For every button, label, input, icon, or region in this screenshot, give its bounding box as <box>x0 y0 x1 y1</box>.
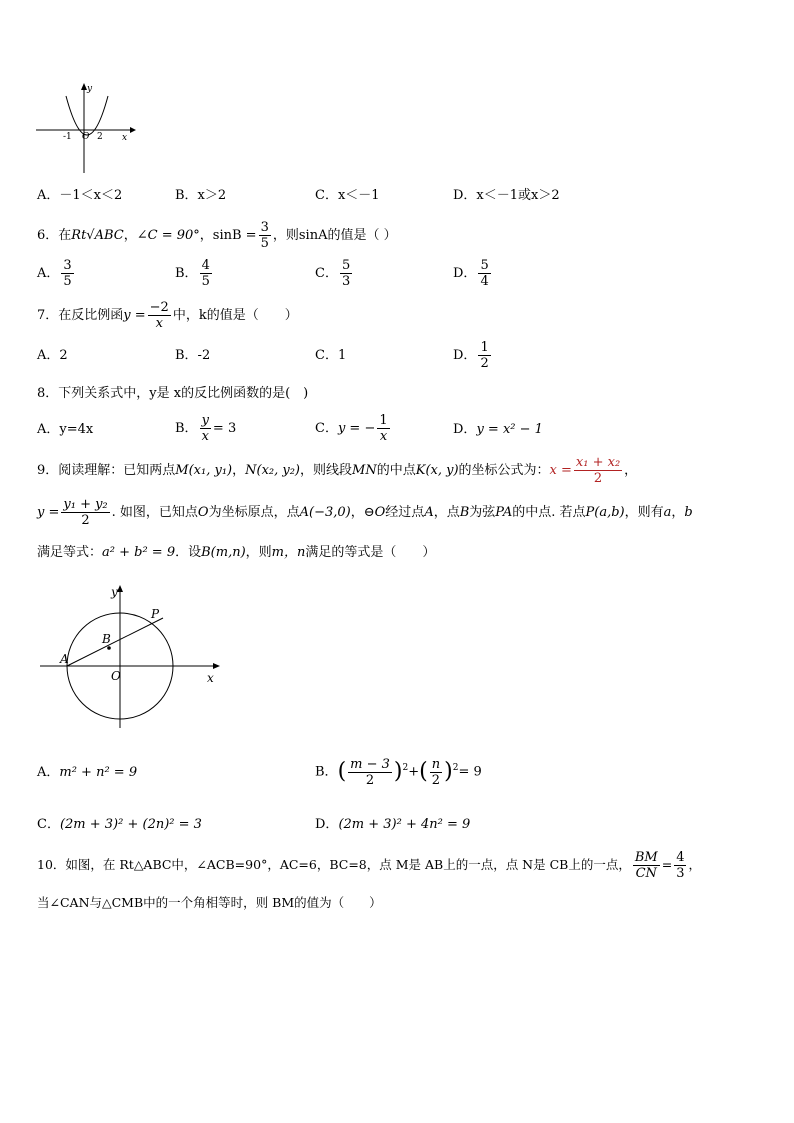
q10-eq: = <box>661 857 673 872</box>
q10-value-frac <box>674 850 686 881</box>
fig9-x-label: x <box>207 671 214 685</box>
q6-stem <box>37 216 397 256</box>
q6-a-num: 3 <box>63 258 72 273</box>
q9-opt-b-num1: m − 3 <box>350 756 390 772</box>
q9-l1d: 的坐标公式为： <box>458 463 550 478</box>
q8-b-den: x <box>201 429 209 444</box>
fig9-x-arrow <box>213 663 220 669</box>
q9-opt-c-expr: (2m + 3)² + (2n)² = 3 <box>59 817 202 832</box>
q9-mn: MN <box>352 463 377 478</box>
q9-opt-c-label: C． <box>37 817 60 832</box>
q9-opt-b-paren-r1: ) <box>393 759 403 784</box>
q9-l2b: 为坐标原点，点 <box>208 505 300 520</box>
q6-a-den: 5 <box>63 274 72 289</box>
q7-num: −2 <box>149 300 169 315</box>
q9-option-b: B．( $\frac{m - 3}{2}$ )$^2$+( $\frac{n}{2}$ )$^2$= 9 <box>315 756 482 788</box>
q7-option-b: B．-2 <box>175 348 211 363</box>
q9-x-eq: x = <box>549 463 572 478</box>
q9-o: O <box>197 505 209 520</box>
q8-c-frac <box>377 413 389 444</box>
q6-a-label: A． <box>37 266 60 281</box>
q8-c-head: y = − <box>337 421 376 436</box>
q9-y-num: y₁ + y₂ <box>63 497 108 512</box>
q9-opt-d-expr: (2m + 3)² + 4n² = 9 <box>338 817 471 832</box>
q6-angle: ∠C = 90° <box>136 228 200 243</box>
x-label: x <box>122 133 128 143</box>
q6-option-c <box>315 256 354 292</box>
q7-stem <box>37 296 298 336</box>
q6-b-label: B． <box>175 266 198 281</box>
q9-l2h: ，则有 <box>624 505 664 520</box>
q6-c-num: 5 <box>341 258 351 273</box>
q9-opt-b-paren-l2: ( <box>419 759 428 784</box>
q9-var-a: a <box>663 505 672 520</box>
q6-sep: ， <box>123 228 137 243</box>
q8-b-tail: = 3 <box>212 421 237 436</box>
q9-opt-b-tail: = 9 <box>458 764 482 780</box>
q6-c-frac <box>340 258 352 289</box>
q6-option-a <box>37 256 76 292</box>
q9-l1-end: ， <box>624 463 638 478</box>
q9-line1 <box>37 452 637 490</box>
q9-y-eq: y = <box>37 505 60 520</box>
q5-option-a: A．－1＜x＜2 <box>37 188 123 203</box>
q6-suffix: 的值是（ ） <box>327 228 397 243</box>
q9-y-frac <box>61 497 109 528</box>
q9-l3a: 满足等式： <box>37 545 103 560</box>
q6-mid: ，则 <box>272 228 299 243</box>
q9-x-num: x₁ + x₂ <box>575 455 621 470</box>
q6-sep2: ， <box>199 228 213 243</box>
q9-a2: A <box>424 505 434 520</box>
q7-d-frac <box>478 340 490 371</box>
q7-d-den: 2 <box>480 356 489 371</box>
q9-opt-a-label: A． <box>37 765 60 780</box>
q6-b-num: 4 <box>201 258 210 273</box>
q6-option-d <box>453 256 493 292</box>
q9-opt-b-den2: 2 <box>431 772 441 788</box>
q7-suffix: 中，k的值是（ ） <box>172 308 298 323</box>
q6-prefix: 6．在 <box>37 228 72 243</box>
q9-l2f: 为弦 <box>469 505 496 520</box>
q9-eq: a² + b² = 9 <box>102 545 176 560</box>
q8-c-num: 1 <box>379 413 388 428</box>
parabola-curve <box>66 96 108 135</box>
q8-c-den: x <box>379 429 388 444</box>
q9-point-m: M(x₁, y₁) <box>175 463 233 478</box>
q7-option-d <box>453 338 493 374</box>
q6-a-frac <box>61 258 73 289</box>
q8-b-num: y <box>201 413 209 428</box>
q6-d-frac <box>478 258 490 289</box>
q5-option-b: B．x＞2 <box>175 188 227 203</box>
fig9-p-label: P <box>151 607 160 621</box>
q10-num: BM <box>634 850 658 865</box>
q9-opt-b-paren-r2: ) <box>444 759 453 784</box>
q9-l1a: 9．阅读理解：已知两点 <box>37 463 176 478</box>
q10-line2: 当∠CAN与△CMB中的一个角相等时，则 BM的值为（ ） <box>37 895 382 910</box>
q9-opt-b-den1: 2 <box>365 772 375 788</box>
q9-l2c: ， <box>350 505 364 520</box>
q8-option-b <box>175 410 236 448</box>
fig9-o-label: O <box>111 669 121 683</box>
q9-bmn: B(m,n) <box>201 545 246 560</box>
two-label: 2 <box>97 132 103 142</box>
q9-var-b: b <box>684 505 693 520</box>
q9-point-k: K(x, y) <box>415 463 459 478</box>
q6-triangle: Rt√ABC <box>71 228 124 243</box>
q10-l1-end: ， <box>688 857 701 872</box>
neg1-label: -1 <box>63 132 72 142</box>
q10-rnum: 4 <box>676 850 685 865</box>
q6-c-den: 3 <box>341 274 351 289</box>
q9-l2i: ， <box>671 505 685 520</box>
q9-pa: PA <box>495 505 513 520</box>
q10-line1 <box>37 846 701 884</box>
q7-option-c: C．1 <box>315 348 347 363</box>
q10-l1a: 10．如图，在 Rt△ABC中，∠ACB=90°，AC=6，BC=8，点 M是 AB上的一点，点 N是 CB上的一点， <box>37 857 631 872</box>
q7-option-a: A．2 <box>37 348 68 363</box>
point-b-dot <box>107 646 111 650</box>
q8-option-d <box>453 422 543 438</box>
q6-b-den: 5 <box>201 274 210 289</box>
q8-stem: 8．下列关系式中，y是 x的反比例函数的是( ) <box>37 386 309 401</box>
q8-b-frac <box>200 413 211 444</box>
q9-point-a: A(−3,0) <box>299 505 351 520</box>
q9-point-p: P(a,b) <box>585 505 625 520</box>
origin-label: O <box>82 132 90 142</box>
q6-fraction-den: 5 <box>260 236 269 251</box>
q6-option-b <box>175 256 214 292</box>
q9-x-frac <box>574 455 622 486</box>
q9-opt-b-num2: n <box>431 756 441 772</box>
q9-l2e: ，点 <box>433 505 460 520</box>
q6-b-frac <box>200 258 212 289</box>
q9-l2a: . 如图，已知点 <box>111 505 198 520</box>
q9-circle-o: ⊖O <box>363 505 386 520</box>
q10-rden: 3 <box>676 866 685 881</box>
q9-l2g: 的中点. 若点 <box>512 505 586 520</box>
q10-den: CN <box>635 866 657 881</box>
q6-fraction <box>259 220 271 251</box>
q9-l2d: 经过点 <box>385 505 425 520</box>
q9-l1b: ，则线段 <box>300 463 353 478</box>
fig9-a-label: A <box>60 652 69 666</box>
q9-line3 <box>37 545 435 561</box>
q9-comma: ， <box>232 463 246 478</box>
q9-point-n: N(x₂, y₂) <box>245 463 301 478</box>
q6-sinb: sinB = <box>212 228 257 243</box>
q5-option-c: C．x＜－1 <box>315 188 380 203</box>
q6-d-label: D． <box>453 266 477 281</box>
fig9-y-arrow <box>117 585 123 592</box>
q7-d-label: D． <box>453 348 477 363</box>
q9-l3b: ．设 <box>175 545 202 560</box>
fig9-y-label: y <box>111 585 118 599</box>
q8-option-c <box>315 410 392 448</box>
q8-option-a: A．y=4x <box>37 422 94 437</box>
q9-opt-b-frac2 <box>430 757 442 788</box>
q9-option-d <box>315 817 470 833</box>
q6-c-label: C． <box>315 266 338 281</box>
q10-ratio-frac <box>633 850 660 881</box>
q9-option-c <box>37 817 202 833</box>
q6-d-num: 5 <box>480 258 489 273</box>
q9-mn: m，n <box>271 545 306 560</box>
q9-x-den: 2 <box>593 471 603 486</box>
q9-opt-b-mid: + <box>408 764 420 780</box>
q9-l3c: ，则 <box>245 545 272 560</box>
q7-frac <box>148 300 171 331</box>
chord-pa <box>67 618 163 666</box>
q9-b: B <box>459 505 470 520</box>
q5-option-d: D．x＜－1或x＞2 <box>453 188 560 203</box>
q9-l3d: 满足的等式是（ ） <box>305 545 436 560</box>
q9-option-a <box>37 765 137 781</box>
q7-y-eq: y = <box>123 308 146 323</box>
q9-opt-b-frac1 <box>348 757 392 788</box>
q9-opt-a-expr: m² + n² = 9 <box>59 765 138 780</box>
circle-figure <box>36 582 226 732</box>
q7-prefix: 7．在反比例函 <box>37 308 124 323</box>
q9-y-den: 2 <box>81 513 90 528</box>
q6-fraction-num: 3 <box>260 220 269 235</box>
q8-b-label: B． <box>175 421 198 436</box>
q9-line2 <box>37 494 693 532</box>
q7-den: x <box>155 316 163 331</box>
q8-d-label: D． <box>453 422 477 437</box>
q6-sina: sinA <box>298 228 328 243</box>
q9-opt-d-label: D． <box>315 817 339 832</box>
q8-d-expr: y = x² − 1 <box>476 422 543 437</box>
q9-opt-b-label: B． <box>315 764 338 780</box>
q7-d-num: 1 <box>480 340 489 355</box>
x-axis-arrow <box>130 127 136 133</box>
q8-c-label: C． <box>315 421 338 436</box>
fig9-b-label: B <box>102 632 111 646</box>
q9-l1c: 的中点 <box>376 463 416 478</box>
q9-opt-b-paren-l1: ( <box>337 759 347 784</box>
parabola-figure <box>30 78 140 178</box>
q6-d-den: 4 <box>480 274 489 289</box>
y-label: y <box>87 84 93 94</box>
